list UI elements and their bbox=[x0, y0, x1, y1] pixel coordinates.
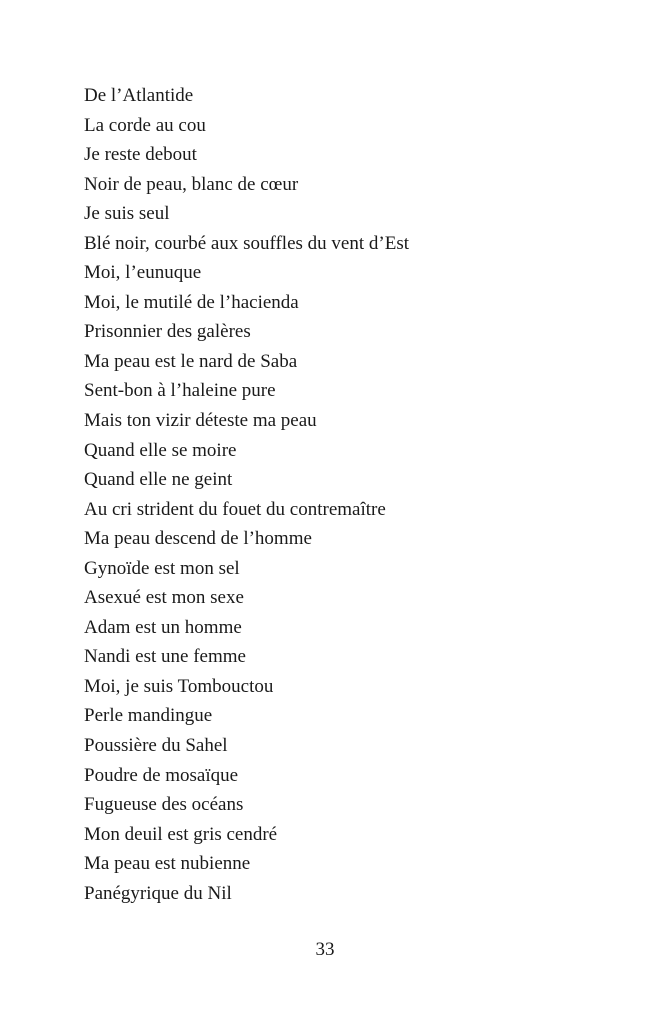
poem-line: Je reste debout bbox=[84, 144, 197, 166]
poem-line: Prisonnier des galères bbox=[84, 321, 251, 343]
poem-line: La corde au cou bbox=[84, 114, 206, 136]
poem-line: Ma peau est le nard de Saba bbox=[84, 350, 298, 372]
poem-line: Perle mandingue bbox=[84, 705, 213, 727]
poem-line: Ma peau descend de l’homme bbox=[84, 528, 312, 550]
poem-line: Gynoïde est mon sel bbox=[84, 557, 240, 579]
poem-line: Mon deuil est gris cendré bbox=[84, 823, 278, 845]
poem-line: Mais ton vizir déteste ma peau bbox=[84, 410, 317, 432]
poem-text bbox=[84, 81, 409, 908]
poem-line: Nandi est une femme bbox=[84, 646, 246, 668]
poem-line: Moi, je suis Tombouctou bbox=[84, 675, 274, 697]
poem-line: Je suis seul bbox=[84, 203, 170, 225]
poem-line: Moi, le mutilé de l’hacienda bbox=[84, 291, 299, 313]
poem-line: Sent-bon à l’haleine pure bbox=[84, 380, 276, 402]
poem-line: De l’Atlantide bbox=[84, 85, 194, 106]
poem-line: Adam est un homme bbox=[84, 616, 242, 638]
poem-line: Ma peau est nubienne bbox=[84, 853, 251, 875]
page-number: 33 bbox=[315, 939, 335, 960]
poem-line: Noir de peau, blanc de cœur bbox=[84, 173, 299, 195]
poem-line: Au cri strident du fouet du contremaître bbox=[84, 498, 386, 520]
poem-line: Panégyrique du Nil bbox=[84, 882, 232, 904]
poem-line: Blé noir, courbé aux souffles du vent d’Est bbox=[84, 232, 409, 254]
poem-line: Poudre de mosaïque bbox=[84, 764, 239, 786]
poem-line: Poussière du Sahel bbox=[84, 735, 228, 757]
poem-line: Asexué est mon sexe bbox=[84, 587, 244, 609]
poem-line: Quand elle se moire bbox=[84, 439, 237, 461]
poem-line: Fugueuse des océans bbox=[84, 794, 244, 816]
poem-line: Quand elle ne geint bbox=[84, 469, 233, 491]
poem-line: Moi, l’eunuque bbox=[84, 262, 202, 284]
